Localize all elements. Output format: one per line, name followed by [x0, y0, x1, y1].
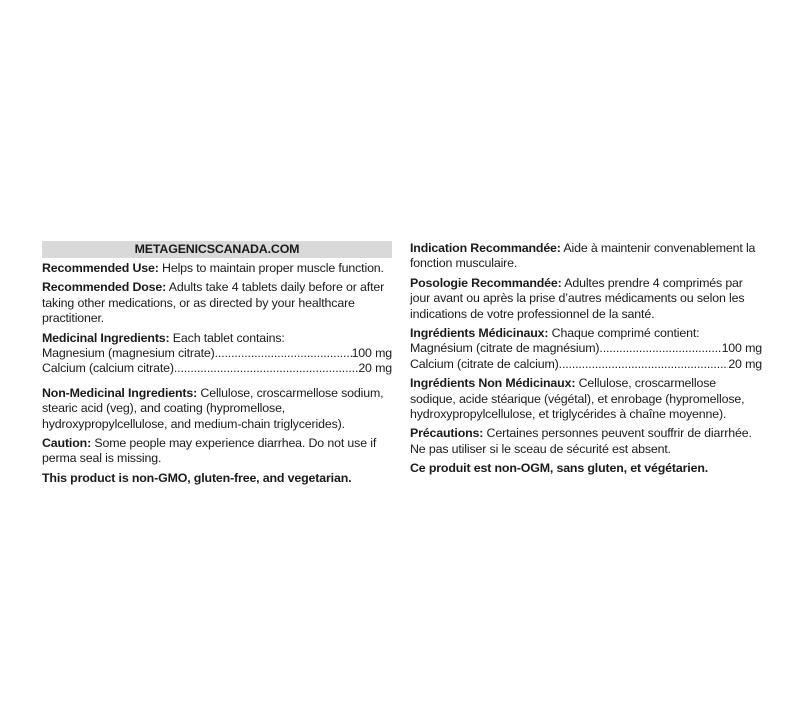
- ingredients-medicinaux-text: Chaque comprimé contient:: [548, 326, 700, 341]
- precautions-label: Précautions:: [410, 426, 484, 441]
- ingredients-non-medicinaux-label: Ingrédients Non Médicinaux:: [410, 376, 576, 391]
- ingredient-amount: 20 mg: [728, 356, 762, 371]
- medicinal-ingredients-label: Medicinal Ingredients:: [42, 330, 170, 345]
- ingredients-non-medicinaux: [410, 376, 762, 422]
- caution-label: Caution:: [42, 436, 92, 451]
- website-banner: METAGENICSCANADA.COM: [42, 241, 392, 258]
- product-statement-fr: Ce produit est non-OGM, sans gluten, et végétarien.: [410, 461, 709, 476]
- ingredients-medicinaux-label: Ingrédients Médicinaux:: [410, 326, 549, 341]
- recommended-use: [42, 261, 392, 276]
- non-medicinal-ingredients: [42, 386, 392, 432]
- posologie-recommandee-text: Adultes prendre 4 comprimés par jour avant ou après la prise d’autres médicaments ou selon les indications de votre professionnel de la santé.: [410, 275, 745, 321]
- french-label-column: [410, 241, 762, 481]
- precautions-text: Certaines personnes peuvent souffrir de diarrhée. Ne pas utiliser si le sceau de sécurité est absent.: [410, 426, 752, 456]
- ingredient-name: Calcium (calcium citrate): [42, 361, 174, 376]
- recommended-dose-text: Adults take 4 tablets daily before or after taking other medications, or as directed by your healthcare practitioner.: [42, 280, 385, 326]
- ingredient-amount: 100 mg: [351, 346, 392, 361]
- ingredient-name: Calcium (citrate de calcium): [410, 356, 559, 371]
- indication-recommandee-label: Indication Recommandée:: [410, 241, 561, 255]
- ingredients-non-medicinaux-text: Cellulose, croscarmellose sodique, acide stéarique (végétal), et enrobage (hypromellose, hydroxypropylcellulose, et triglycérides à chaîne moyenne).: [410, 376, 745, 422]
- precautions: [410, 426, 762, 457]
- medicinal-ingredients-text: Each tablet contains:: [169, 330, 285, 345]
- ingredient-name: Magnesium (magnesium citrate): [42, 346, 215, 361]
- recommended-dose-label: Recommended Dose:: [42, 280, 167, 295]
- dot-leader: [559, 357, 729, 372]
- caution-text: Some people may experience diarrhea. Do not use if perma seal is missing.: [42, 436, 377, 466]
- ingredient-row: [42, 361, 392, 376]
- medicinal-ingredients: [42, 331, 392, 346]
- dot-leader: [215, 346, 352, 361]
- dot-leader: [599, 341, 721, 356]
- posologie-recommandee-label: Posologie Recommandée:: [410, 275, 562, 290]
- product-statement: This product is non-GMO, gluten-free, and vegetarian.: [42, 470, 352, 485]
- posologie-recommandee: [410, 276, 762, 322]
- ingredient-row: [410, 341, 762, 356]
- ingredient-amount: 20 mg: [358, 361, 392, 376]
- ingredient-amount: 100 mg: [721, 341, 762, 356]
- non-medicinal-ingredients-label: Non-Medicinal Ingredients:: [42, 385, 198, 400]
- recommended-dose: [42, 280, 392, 326]
- indication-recommandee: [410, 241, 762, 272]
- caution: [42, 436, 392, 467]
- dot-leader: [174, 361, 358, 376]
- recommended-use-label: Recommended Use:: [42, 261, 159, 275]
- ingredient-row: [42, 346, 392, 361]
- ingredients-medicinaux: [410, 326, 762, 341]
- non-medicinal-ingredients-text: Cellulose, croscarmellose sodium, stearic acid (veg), and coating (hypromellose, hydroxypropylcellulose, and medium-chain triglycerides).: [42, 385, 384, 431]
- ingredient-name: Magnésium (citrate de magnésium): [410, 341, 600, 356]
- english-label-column: [42, 241, 392, 490]
- ingredient-row: [410, 357, 762, 372]
- recommended-use-text: Helps to maintain proper muscle function.: [158, 261, 384, 275]
- indication-recommandee-text: Aide à maintenir convenablement la fonction musculaire.: [410, 241, 756, 271]
